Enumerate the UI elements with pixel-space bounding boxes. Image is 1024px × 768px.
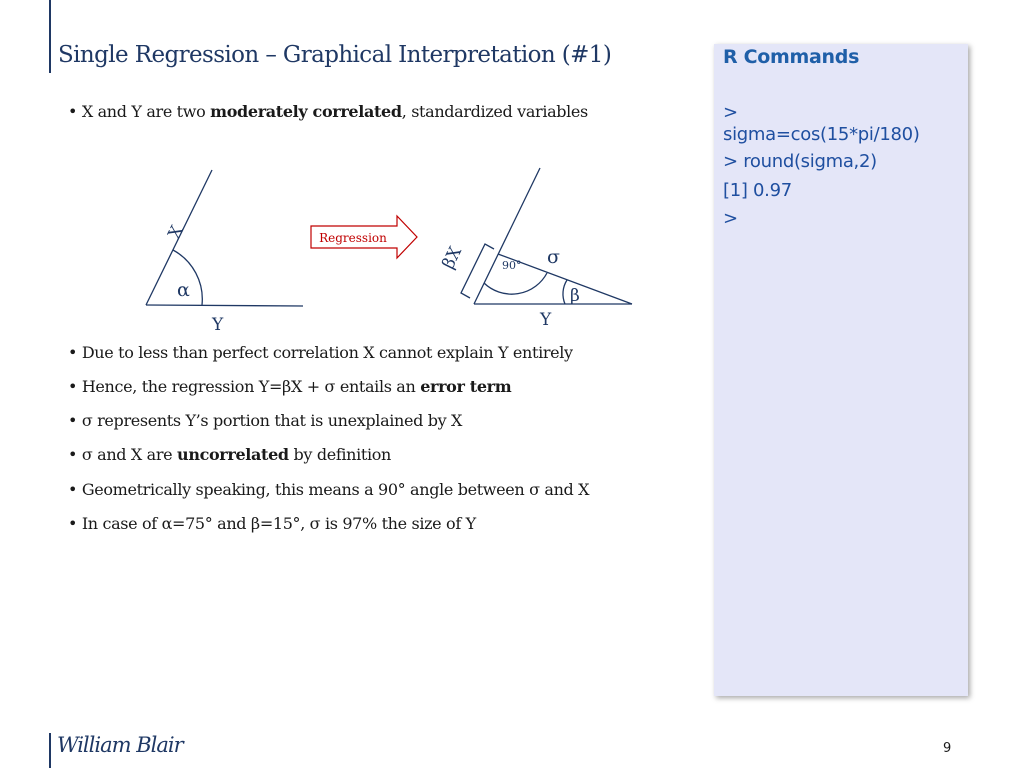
bullet-item: • Geometrically speaking, this means a 90° angle between σ and X bbox=[68, 480, 590, 499]
bullet-text: Geometrically speaking, this means a 90° angle between σ and X bbox=[81, 480, 590, 499]
slide-title: Single Regression – Graphical Interpretation (#1) bbox=[58, 42, 612, 68]
bullet-text: σ represents Y’s portion that is unexplained by X bbox=[81, 411, 463, 430]
bullet-item: • In case of α=75° and β=15°, σ is 97% the size of Y bbox=[68, 514, 476, 533]
r-commands-title: R Commands bbox=[723, 46, 860, 68]
r-command-line: > bbox=[723, 102, 738, 123]
bullet-text: by definition bbox=[288, 445, 391, 464]
bx-bracket bbox=[461, 244, 494, 298]
left-triangle bbox=[146, 170, 303, 335]
y-vector-line bbox=[146, 305, 303, 306]
bullet-bold-text: error term bbox=[420, 377, 512, 396]
beta-angle-arc bbox=[563, 280, 567, 304]
regression-arrow bbox=[311, 216, 417, 258]
right-triangle bbox=[439, 168, 632, 330]
r-command-line: > bbox=[723, 208, 738, 229]
bullet-text: σ and X are bbox=[81, 445, 178, 464]
bullet-bold-text: moderately correlated bbox=[210, 102, 402, 121]
right-angle-arc bbox=[484, 273, 547, 294]
william-blair-logo: William Blair bbox=[57, 733, 183, 757]
y-label: Y bbox=[212, 315, 224, 335]
x-label: X bbox=[164, 222, 188, 243]
bullet-text: Hence, the regression Y=βX + σ entails an bbox=[81, 377, 421, 396]
r-command-line: sigma=cos(15*pi/180) bbox=[723, 124, 920, 145]
arrow-label: Regression bbox=[319, 231, 387, 245]
bullet-item: • X and Y are two moderately correlated, standardized variables bbox=[68, 102, 588, 121]
y-label: Y bbox=[540, 310, 552, 330]
title-accent-bar bbox=[49, 0, 51, 73]
regression-diagram bbox=[100, 150, 660, 335]
sigma-label: σ bbox=[547, 246, 560, 268]
page-number: 9 bbox=[943, 741, 952, 756]
bullet-item: • σ represents Y’s portion that is unexplained by X bbox=[68, 411, 463, 430]
bullet-text: In case of α=75° and β=15°, σ is 97% the size of Y bbox=[81, 514, 476, 533]
bullet-item: • Due to less than perfect correlation X cannot explain Y entirely bbox=[68, 343, 573, 362]
bullet-text: Due to less than perfect correlation X cannot explain Y entirely bbox=[81, 343, 573, 362]
bx-label: βX bbox=[438, 243, 467, 273]
beta-label: β bbox=[570, 286, 580, 306]
bullet-item: • Hence, the regression Y=βX + σ entails an error term bbox=[68, 377, 512, 396]
alpha-label: α bbox=[177, 279, 190, 301]
r-commands-panel bbox=[714, 44, 968, 696]
bullet-text: X and Y are two bbox=[81, 102, 211, 121]
r-command-line: > round(sigma,2) bbox=[723, 151, 877, 172]
right-angle-label: 90° bbox=[502, 259, 522, 272]
bullet-text: , standardized variables bbox=[401, 102, 588, 121]
bullet-item: • σ and X are uncorrelated by definition bbox=[68, 445, 391, 464]
footer-accent-bar bbox=[49, 733, 51, 768]
bullet-bold-text: uncorrelated bbox=[177, 445, 289, 464]
r-command-line: [1] 0.97 bbox=[723, 180, 792, 201]
